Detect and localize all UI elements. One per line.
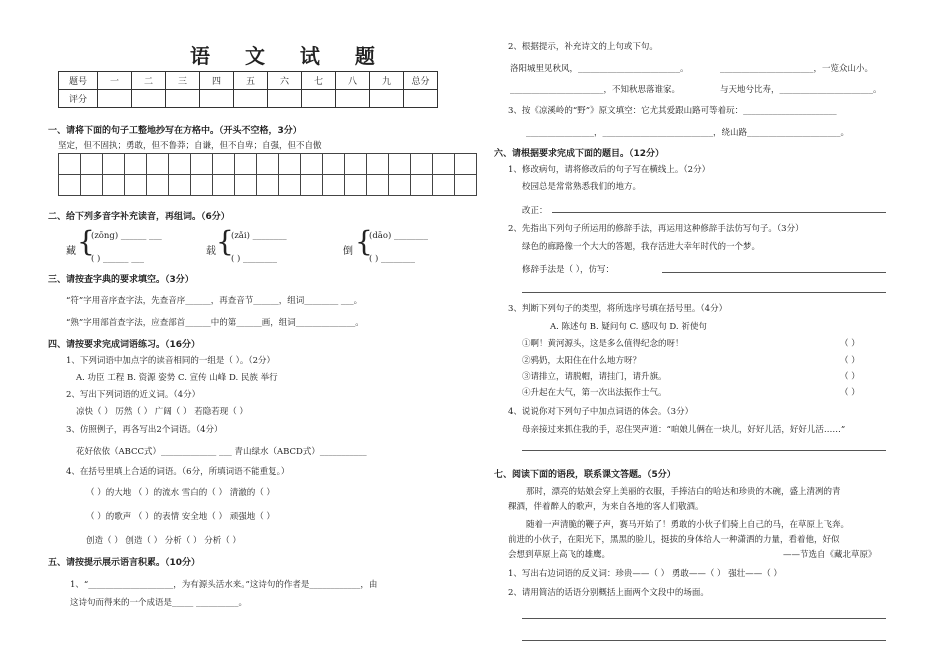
- poem-fill-4[interactable]: 与天地兮比寿，______________________。: [720, 85, 882, 95]
- poem-fill-1[interactable]: 洛阳城里见秋风，________________________。: [510, 64, 689, 74]
- passage-line: 随着一声清脆的鞭子声，赛马开始了！勇敢的小伙子们骑上自己的马，在草原上飞奔。: [526, 520, 850, 530]
- passage-source: ——节选自《藏北草原》: [783, 550, 877, 560]
- polyphone-1-reading-a[interactable]: (zōng) ______ ___: [91, 231, 162, 241]
- question-7-2: 2、请用简洁的话语分别概括上面两个文段中的场面。: [508, 588, 709, 598]
- score-input-cell[interactable]: [132, 90, 166, 108]
- score-input-cell[interactable]: [166, 90, 200, 108]
- question-6-1: 1、修改病句，请将修改后的句子写在横线上。（2分）: [508, 165, 711, 175]
- question-4-3: 3、仿照例子，再各写出2个词语。（4分）: [66, 425, 223, 435]
- section-6-heading: 六、请根据要求完成下面的题目。（12分）: [494, 149, 665, 159]
- question-4-3-items[interactable]: 花好依依（ABCC式）_____________ ___ 青山绿水（ABCD式）___________: [76, 447, 367, 457]
- copy-source-text: 坚定，但不固执；勇敢，但不鲁莽；自谦，但不自卑；自强，但不自傲: [58, 141, 322, 151]
- question-6-3-options: A. 陈述句 B. 疑问句 C. 感叹句 D. 祈使句: [550, 322, 707, 332]
- score-cell: 三: [166, 72, 200, 90]
- answer-line[interactable]: [522, 618, 886, 619]
- score-cell: 七: [302, 72, 336, 90]
- brace-icon: {: [355, 225, 373, 258]
- question-5-1[interactable]: 1、“____________________，为有源头活水来。”这诗句的作者是____________，由: [70, 580, 378, 590]
- question-4-4-row-2[interactable]: （ ）的歌声 （ ）的表情 安全地（ ） 顽强地（ ）: [86, 512, 275, 522]
- question-4-4-row-3[interactable]: 创造（ ） 创造（ ） 分析（ ） 分析（ ）: [86, 536, 241, 546]
- score-cell: 一: [98, 72, 132, 90]
- brace-icon: {: [216, 225, 234, 258]
- score-input-cell[interactable]: [404, 90, 438, 108]
- dictionary-question-1[interactable]: “符”字用音序查字法，先查音序______，再查音节______，组词________ ___。: [66, 296, 363, 306]
- section-5-heading: 五、请按提示展示语言积累。（10分）: [48, 558, 201, 568]
- question-5-3[interactable]: 3、按《凉溪岭的“野”》原文填空：它尤其爱跟山路可等着玩：______________________: [508, 106, 837, 116]
- question-6-4: 4、说说你对下列句子中加点词语的体会。（3分）: [508, 407, 694, 417]
- polyphone-3-reading-b[interactable]: ( ) ________: [369, 254, 416, 264]
- question-5-2: 2、根据提示，补充诗文的上句或下句。: [508, 42, 658, 52]
- score-table: [58, 71, 438, 108]
- section-4-heading: 四、请按要求完成词语练习。（16分）: [48, 340, 201, 350]
- question-6-3: 3、判断下列句子的类型，将所选序号填在括号里。（4分）: [508, 304, 728, 314]
- score-cell: 总分: [404, 72, 438, 90]
- polyphone-1-reading-b[interactable]: ( ) ______ ___: [91, 254, 144, 264]
- question-6-1-fix-label: 改正：: [522, 206, 548, 216]
- score-cell: 二: [132, 72, 166, 90]
- passage-line: 那时，漂亮的姑娘会穿上美丽的衣服，手捧洁白的哈达和珍贵的木碗，盛上清冽的青: [526, 487, 841, 497]
- score-table-score-row: [59, 90, 438, 108]
- polyphone-char-2: 载: [206, 246, 216, 257]
- score-input-cell[interactable]: [200, 90, 234, 108]
- section-1-heading: 一、请将下面的句子工整地抄写在方格中。（开头不空格，3分）: [48, 126, 302, 136]
- score-input-cell[interactable]: [302, 90, 336, 108]
- polyphone-2-reading-a[interactable]: (zǎi) ________: [231, 231, 287, 241]
- answer-parentheses[interactable]: （ ）: [840, 339, 860, 349]
- answer-line[interactable]: [662, 272, 886, 273]
- answer-line[interactable]: [522, 640, 886, 641]
- score-cell: 八: [336, 72, 370, 90]
- score-input-cell[interactable]: [234, 90, 268, 108]
- question-5-1-continued[interactable]: 这诗句而得来的一个成语是_____ __________。: [70, 598, 247, 608]
- passage-line: 前进的小伙子，在阳光下，黑黑的脸儿，挺拔的身体给人一种潇洒的力量，看着他，好似: [508, 535, 840, 545]
- question-6-2-sentence: 绿色的廊路像一个大大的答题，我存活进大幸年时代的一个梦。: [522, 242, 761, 252]
- dictionary-question-2[interactable]: “熟”字用部首查字法，应查部首______中的第______画，组词______________。: [66, 318, 364, 328]
- question-6-4-sentence: 母亲接过来抓住我的手，忍住哭声道：“咱娘儿俩在一块儿，好好儿活，好好儿活……”: [522, 425, 846, 435]
- score-cell: 六: [268, 72, 302, 90]
- question-4-4-row-1[interactable]: （ ）的大地 （ ）的流水 雪白的（ ） 清澈的（ ）: [86, 488, 275, 498]
- answer-parentheses[interactable]: （ ）: [840, 356, 860, 366]
- score-cell: 评分: [59, 90, 98, 108]
- score-input-cell[interactable]: [268, 90, 302, 108]
- question-4-1-options[interactable]: A. 功臣 工程 B. 资源 姿势 C. 宣传 山峰 D. 民族 举行: [76, 373, 278, 383]
- score-cell: 九: [370, 72, 404, 90]
- question-6-3-sentence-4: ④升起在大气，第一次出法振作士气。: [522, 388, 667, 398]
- page-title: 语 文 试 题: [190, 44, 389, 68]
- score-input-cell[interactable]: [98, 90, 132, 108]
- question-6-3-sentence-1: ①啊！黄河源头，这是多么值得纪念的呀！: [522, 339, 684, 349]
- question-4-2: 2、写出下列词语的近义词。（4分）: [66, 390, 201, 400]
- question-6-3-sentence-2: ②鸦奶，太阳住在什么地方呀？: [522, 356, 642, 366]
- polyphone-3-reading-a[interactable]: (dāo) ________: [369, 231, 428, 241]
- score-cell: 五: [234, 72, 268, 90]
- poem-fill-3[interactable]: ______________________，不知秋思落谁家。: [510, 85, 681, 95]
- polyphone-char-3: 倒: [343, 246, 353, 257]
- answer-parentheses[interactable]: （ ）: [840, 388, 860, 398]
- section-2-heading: 二、给下列多音字补充读音，再组词。（6分）: [48, 212, 230, 222]
- question-6-2: 2、先指出下列句子所运用的修辞手法，再运用这种修辞手法仿写句子。（3分）: [508, 224, 804, 234]
- question-4-4: 4、在括号里填上合适的词语。（6分，所填词语不能重复。）: [66, 467, 290, 477]
- brace-icon: {: [77, 225, 95, 258]
- answer-line[interactable]: [552, 212, 886, 213]
- question-5-3-continued[interactable]: ________________，__________________________，绕山路______________________。: [526, 128, 850, 138]
- question-7-1[interactable]: 1、写出右边词语的反义词：珍贵——（ ） 勇敢——（ ） 强壮——（ ）: [508, 569, 782, 579]
- score-input-cell[interactable]: [370, 90, 404, 108]
- section-3-heading: 三、请按查字典的要求填空。（3分）: [48, 275, 194, 285]
- poem-fill-2[interactable]: ______________________，一览众山小。: [720, 64, 874, 74]
- question-4-1: 1、下列词语中加点字的读音相同的一组是（ ）。（2分）: [66, 356, 276, 366]
- question-6-1-sentence: 校园总是常常熟悉我们的地方。: [522, 182, 642, 192]
- section-7-heading: 七、阅读下面的语段，联系课文答题。（5分）: [494, 470, 676, 480]
- question-6-2-answer[interactable]: 修辞手法是（ ），仿写：: [522, 265, 614, 275]
- polyphone-2-reading-b[interactable]: ( ) ________: [231, 254, 278, 264]
- passage-line: 会想到草原上高飞的雄鹰。: [508, 550, 611, 560]
- score-cell: 题号: [59, 72, 98, 90]
- polyphone-char-1: 藏: [66, 246, 76, 257]
- writing-grid[interactable]: [58, 153, 477, 196]
- score-table-header-row: [59, 72, 438, 90]
- answer-parentheses[interactable]: （ ）: [840, 372, 860, 382]
- answer-line[interactable]: [522, 292, 886, 293]
- answer-line[interactable]: [522, 450, 886, 451]
- score-cell: 四: [200, 72, 234, 90]
- score-input-cell[interactable]: [336, 90, 370, 108]
- question-6-3-sentence-3: ③请排立，请脱帽，请挂门，请升旗。: [522, 372, 667, 382]
- question-4-2-items[interactable]: 凉快（ ） 厉然（ ） 广阔（ ） 若隐若现（ ）: [76, 407, 248, 417]
- passage-line: 稞酒，伴着醉人的歌声，为来自各地的客人们敬酒。: [508, 502, 704, 512]
